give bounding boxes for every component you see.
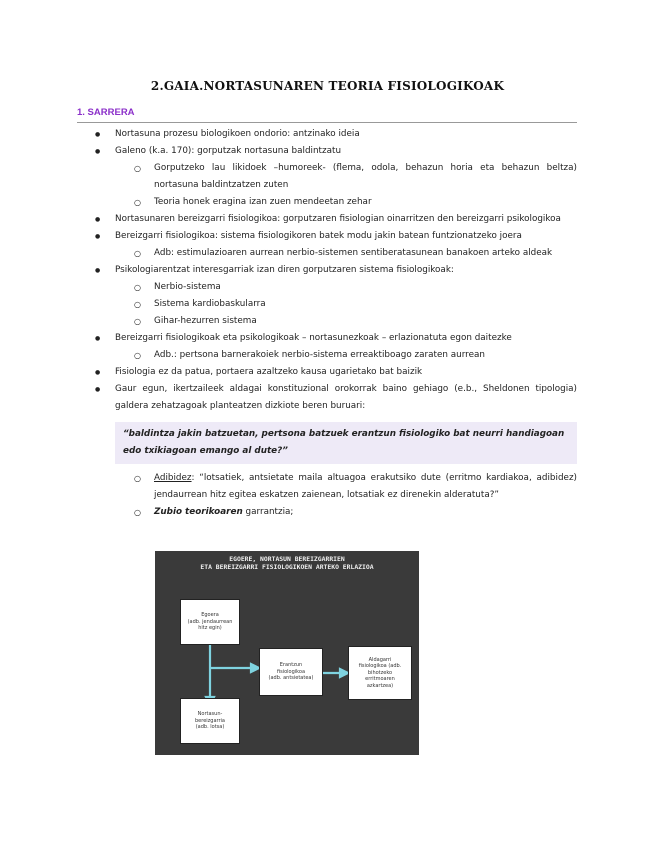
sub-list-item: ○ Gorputzeko lau likidoek –humoreek- (flema, odola, behazun horia eta behazun beltza) nortasuna baldintzatzen zuten	[77, 160, 577, 194]
emphasis-text: garrantzia;	[242, 507, 294, 517]
list-item: ● Fisiologia ez da patua, portaera azaltzeko kausa ugarietako bat baizik	[77, 364, 577, 381]
diagram-box-trait: Nortasun- bereizgarria (adb. lotsa)	[180, 698, 240, 744]
list-item: ● Gaur egun, ikertzaileek aldagai konstituzional orokorrak baino gehiago (e.b., Sheldonen tipologia) galdera zehatzagoak planteatzen dizkiote beren buruari:	[77, 381, 577, 415]
document-body	[77, 126, 577, 521]
sub-list-item	[77, 470, 577, 504]
sub-list-item	[77, 504, 577, 521]
diagram-box-response: Erantzun fisiologikoa (adb. antsietatea)	[259, 648, 323, 696]
example-text: : “lotsatiek, antsietate maila altuagoa erakutsiko dute (erritmo kardiakoa, adibidez) jendaurrean hitz egitea eskatzen zaienean, lotsatiak ez direnekin alderatuta?”	[154, 473, 577, 500]
list-item: ● Galeno (k.a. 170): gorputzak nortasuna baldintzatu	[77, 143, 577, 160]
bullet-list	[77, 126, 577, 415]
diagram-title-line-1: EGOERE, NORTASUN BEREIZGARRIEN	[229, 555, 345, 563]
list-item: ● Nortasunaren bereizgarri fisiologikoa: gorputzaren fisiologian oinarritzen den bereizgarri psikologikoa	[77, 211, 577, 228]
sub-list-item: ○ Gihar-hezurren sistema	[77, 313, 577, 330]
diagram-box-physiological: Aldagarri fisiologikoa (adb. bihotzeko erritmoaren azkartzea)	[348, 646, 412, 700]
list-item: ● Psikologiarentzat interesgarriak izan diren gorputzaren sistema fisiologikoak:	[77, 262, 577, 279]
sub-list-item: ○ Teoria honek eragina izan zuen mendeetan zehar	[77, 194, 577, 211]
diagram-box-situation: Egoera (adb. jendaurrean hitz egin)	[180, 599, 240, 645]
emphasis-label: Zubio teorikoaren	[154, 507, 243, 517]
relationship-diagram	[155, 551, 419, 755]
list-item: ● Bereizgarri fisiologikoa: sistema fisiologikoren batek modu jakin batean funtzionatzeko joera	[77, 228, 577, 245]
sub-list-item: ○ Nerbio-sistema	[77, 279, 577, 296]
section-divider	[77, 122, 577, 123]
highlighted-quote: “baldintza jakin batzuetan, pertsona batzuek erantzun fisiologiko bat neurri handiagoan edo txikiagoan emango al dute?”	[115, 422, 577, 464]
diagram-title-line-2: ETA BEREIZGARRI FISIOLOGIKOEN ARTEKO ERLAZIOA	[200, 563, 374, 571]
sub-list-item: ○ Sistema kardiobaskularra	[77, 296, 577, 313]
list-item: ● Bereizgarri fisiologikoak eta psikologikoak – nortasunezkoak – erlazionatuta egon daitezke	[77, 330, 577, 347]
page-title: 2.GAIA.NORTASUNAREN TEORIA FISIOLOGIKOAK	[150, 79, 505, 93]
example-label: Adibidez	[154, 473, 192, 483]
sub-list-item: ○ Adb.: pertsona barnerakoiek nerbio-sistema erreaktiboago zaraten aurrean	[77, 347, 577, 364]
sub-list-item: ○ Adb: estimulazioaren aurrean nerbio-sistemen sentiberatasunean banakoen arteko aldeak	[77, 245, 577, 262]
list-item: ● Nortasuna prozesu biologikoen ondorio: antzinako ideia	[77, 126, 577, 143]
section-heading: 1. SARRERA	[77, 107, 135, 118]
sub-list	[77, 470, 577, 521]
